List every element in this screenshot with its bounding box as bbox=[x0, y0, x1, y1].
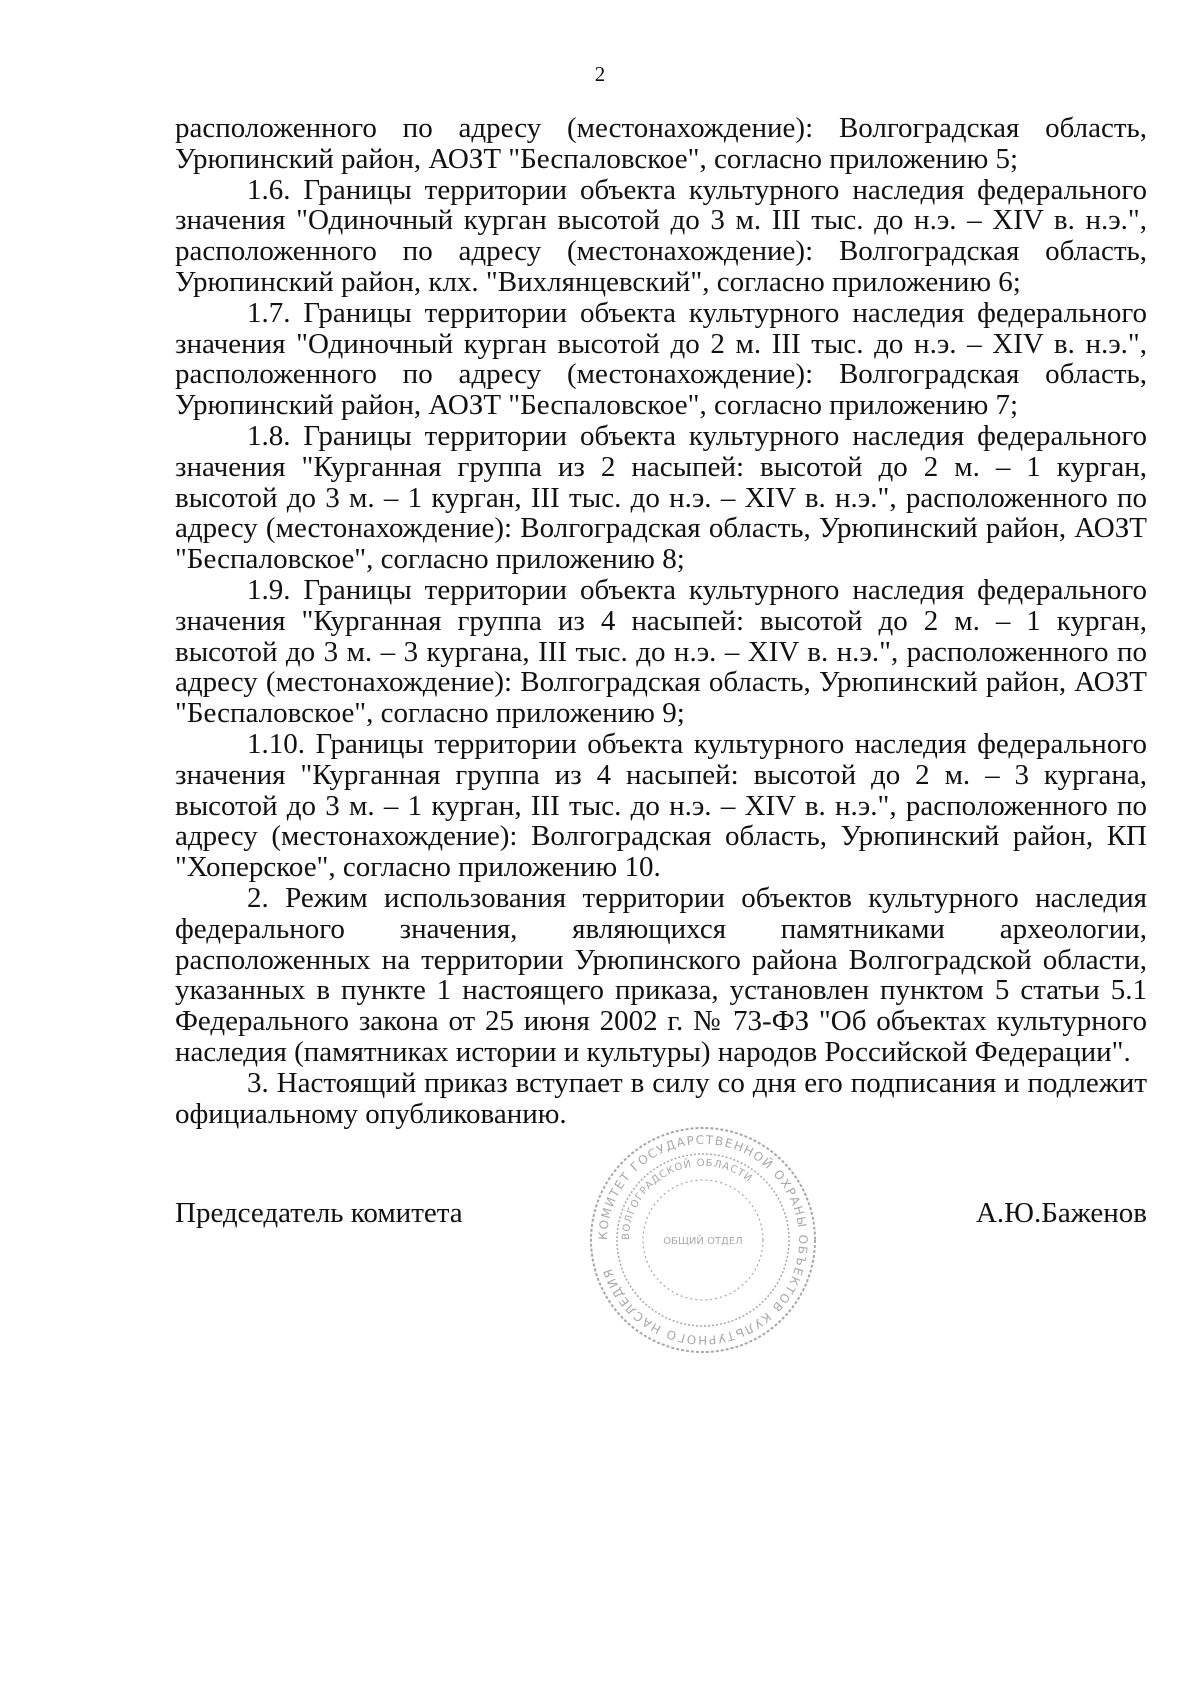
stamp-inner-text: ВОЛГОГРАДСКОЙ ОБЛАСТИ bbox=[620, 1157, 755, 1241]
signatory-name: А.Ю.Баженов bbox=[975, 1197, 1147, 1229]
paragraph-item-3: 3. Настоящий приказ вступает в силу со дня его подписания и подлежит официальному опубликованию. bbox=[175, 1066, 1147, 1130]
paragraph-item-1-8: 1.8. Границы территории объекта культурного наследия федерального значения "Курганная группа из 2 насыпей: высотой до 2 м. – 1 курган, высотой до 3 м. – 1 курган, III тыс. до н.э. – XIV в. н.э.", расположенного по адресу (местонахождение): Волгоградская область, Урюпинский район, АОЗТ "Беспаловское", согласно приложению 8; bbox=[175, 419, 1147, 576]
page-number: 2 bbox=[594, 62, 606, 86]
paragraph-item-2: 2. Режим использования территории объектов культурного наследия федерального значения, являющихся памятниками археологии, расположенных на территории Урюпинского района Волгоградской области, указанных в пункте 1 настоящего приказа, установлен пунктом 5 статьи 5.1 Федерального закона от 25 июня 2002 г. № 73-ФЗ "Об объектах культурного наследия (памятниках истории и культуры) народов Российской Федерации". bbox=[175, 881, 1147, 1068]
stamp-center-text: ОБЩИЙ ОТДЕЛ bbox=[663, 1236, 743, 1247]
paragraph-item-1-10: 1.10. Границы территории объекта культурного наследия федерального значения "Курганная группа из 4 насыпей: высотой до 2 м. – 3 кургана, высотой до 3 м. – 1 курган, III тыс. до н.э. – XIV в. н.э.", расположенного по адресу (местонахождение): Волгоградская область, Урюпинский район, КП "Хоперское", согласно приложению 10. bbox=[175, 727, 1147, 884]
paragraph-item-1-7: 1.7. Границы территории объекта культурного наследия федерального значения "Одиночный курган высотой до 2 м. III тыс. до н.э. – XIV в. н.э.", расположенного по адресу (местонахождение): Волгоградская область, Урюпинский район, АОЗТ "Беспаловское", согласно приложению 7; bbox=[175, 296, 1147, 422]
stamp-outer-text: КОМИТЕТ ГОСУДАРСТВЕННОЙ ОХРАНЫ ОБЪЕКТОВ КУЛЬТУРНОГО НАСЛЕДИЯ bbox=[595, 1132, 811, 1348]
document-body bbox=[175, 113, 1147, 1129]
paragraph-item-1-9: 1.9. Границы территории объекта культурного наследия федерального значения "Курганная группа из 4 насыпей: высотой до 2 м. – 1 курган, высотой до 3 м. – 3 кургана, III тыс. до н.э. – XIV в. н.э.", расположенного по адресу (местонахождение): Волгоградская область, Урюпинский район, АОЗТ "Беспаловское", согласно приложению 9; bbox=[175, 573, 1147, 730]
paragraph-item-1-6: 1.6. Границы территории объекта культурного наследия федерального значения "Одиночный курган высотой до 3 м. III тыс. до н.э. – XIV в. н.э.", расположенного по адресу (местонахождение): Волгоградская область, Урюпинский район, клх. "Вихлянцевский", согласно приложению 6; bbox=[175, 173, 1147, 298]
official-seal-stamp bbox=[583, 1120, 823, 1360]
paragraph-continuation: расположенного по адресу (местонахождение): Волгоградская область, Урюпинский район, АОЗТ "Беспаловское", согласно приложению 5; bbox=[175, 112, 1147, 175]
signatory-position: Председатель комитета bbox=[175, 1197, 463, 1229]
